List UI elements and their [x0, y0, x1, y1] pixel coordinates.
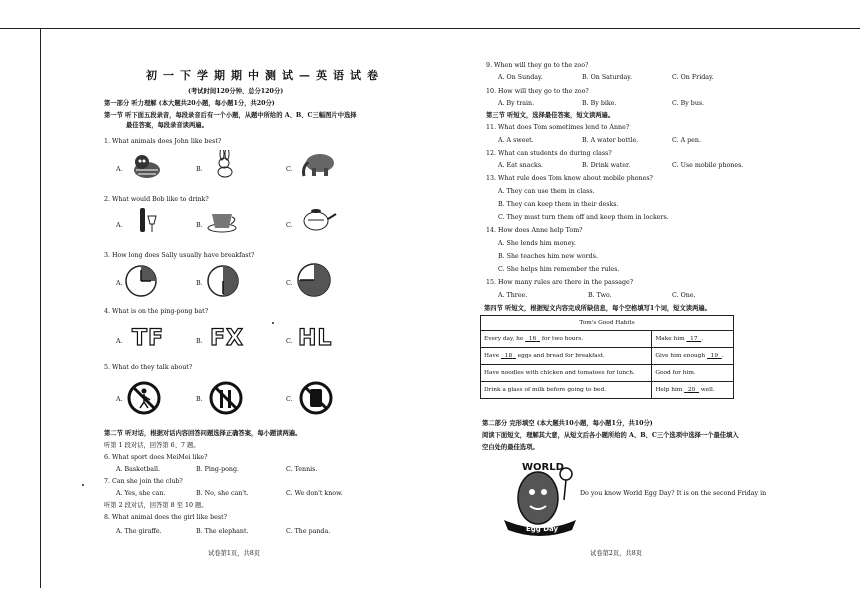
q5-option-c-label: C.: [286, 396, 293, 403]
table-cell: Make him 17 .: [652, 331, 734, 348]
table-cell: Every day, he 16 for two hours.: [481, 331, 652, 348]
exam-title: 初一下学期期中测试—英语试卷: [146, 69, 384, 82]
section1-instructions-cont: 最佳答案，每段录音读两遍。: [126, 122, 208, 129]
q1-option-c-label: C.: [286, 166, 293, 173]
q1-option-b-label: B.: [196, 166, 203, 173]
q11-option-b: B. A water bottle.: [582, 137, 639, 144]
logo-eggday-text: Egg Day: [526, 525, 559, 533]
q6-option-a: A. Basketball.: [116, 466, 161, 473]
question-10: 10. How will they go to the zoo?: [486, 88, 589, 95]
q6-option-c: C. Tennis.: [286, 466, 318, 473]
q7-option-b: B. No, she can't.: [196, 490, 249, 497]
q9-option-b: B. On Saturday.: [582, 74, 633, 81]
table-cell: Give him enough 19 .: [652, 348, 734, 365]
question-15: 15. How many rules are there in the passage?: [486, 279, 634, 286]
page-footer-2: 试卷第2页，共8页: [590, 550, 643, 557]
q2-option-a-label: A.: [116, 222, 123, 229]
q2-option-b-label: B.: [196, 222, 203, 229]
scan-frame-top: [0, 28, 860, 29]
q10-option-a: A. By train.: [498, 100, 535, 107]
q5-option-b-label: B.: [196, 396, 203, 403]
q10-option-c: C. By bus.: [672, 100, 705, 107]
part2-instructions-cont: 空白处的最佳选项。: [482, 444, 539, 451]
logo-world-text: WORLD: [522, 462, 564, 473]
table-cell: Have noodles with chicken and tomatoes for lunch.: [481, 365, 652, 382]
question-14: 14. How does Anne help Tom?: [486, 227, 583, 234]
question-1: 1. What animals does John like best?: [104, 138, 222, 145]
question-12: 12. What can students do during class?: [486, 150, 612, 157]
q1-option-a-label: A.: [116, 166, 123, 173]
tiger-picture: [130, 152, 164, 180]
q9-option-a: A. On Sunday.: [498, 74, 543, 81]
q11-option-a: A. A sweet.: [498, 137, 534, 144]
q3-option-a-label: A.: [116, 280, 123, 287]
q8-option-c: C. The panda.: [286, 528, 331, 535]
part2-heading: 第二部分 完形填空 (本大题共10小题，每小题1分，共10分): [482, 420, 653, 427]
table-row: [481, 348, 734, 365]
blank-20[interactable]: 20: [687, 387, 696, 393]
listen-dialogue-1: 听第 1 段对话，回答第 6、7 题。: [104, 442, 200, 449]
cloze-passage-start: Do you know World Egg Day? It is on the second Friday in: [580, 490, 767, 497]
coffee-cup-picture: [206, 206, 240, 234]
blank-16[interactable]: 16: [528, 336, 537, 342]
section4-instructions: 第四节 听短文，根据短文内容完成所缺信息，每个空格填写1个词，短文读两遍。: [484, 305, 711, 312]
question-8: 8. What animal does the girl like best?: [104, 514, 228, 521]
section1-instructions: 第一节 听下面五段录音，每段录音后有一个小题，从题中所给的 A、B、C三幅图片中选择: [104, 112, 357, 119]
q12-option-a: A. Eat snacks.: [498, 162, 544, 169]
q8-option-a: A. The giraffe.: [116, 528, 162, 535]
question-9: 9. When will they go to the zoo?: [486, 62, 589, 69]
q14-option-a: A. She lends him money.: [498, 240, 577, 247]
section2-instructions: 第二节 听对话，根据对话内容回答问题选择正确答案，每小题读两遍。: [104, 430, 302, 437]
q4-option-b-label: B.: [196, 338, 203, 345]
section3-instructions: 第三节 听短文，选择最佳答案，短文读两遍。: [486, 112, 615, 119]
q15-option-a: A. Three.: [498, 292, 528, 299]
question-13: 13. What rule does Tom know about mobile phones?: [486, 175, 653, 182]
bat-letters-a: TF: [132, 326, 165, 351]
table-row: [481, 382, 734, 399]
table-row: [481, 331, 734, 348]
q11-option-c: C. A pen.: [672, 137, 701, 144]
question-3: 3. How long does Sally usually have breakfast?: [104, 252, 255, 259]
q15-option-b: B. Two.: [588, 292, 612, 299]
part2-instructions: 阅读下面短文，理解其大意，从短文后各小题所给的 A、B、C三个选项中选择一个最佳填入: [482, 432, 739, 439]
q12-option-b: B. Drink water.: [582, 162, 631, 169]
q6-option-b: B. Ping-pong.: [196, 466, 240, 473]
table-cell: Good for him.: [652, 365, 734, 382]
exam-subtitle: (考试时间120分钟、总分120分): [188, 88, 284, 95]
blank-19[interactable]: 19: [710, 353, 719, 359]
no-phone-sign-icon: [298, 380, 334, 416]
question-2: 2. What would Bob like to drink?: [104, 196, 209, 203]
q3-option-b-label: B.: [196, 280, 203, 287]
question-6: 6. What sport does MeiMei like?: [104, 454, 208, 461]
question-5: 5. What do they talk about?: [104, 364, 193, 371]
scan-speck: [272, 322, 274, 324]
question-11: 11. What does Tom sometimes lend to Anne?: [486, 124, 630, 131]
bat-letters-c: HL: [298, 326, 333, 351]
table-cell: Drink a glass of milk before going to bed.: [481, 382, 652, 399]
habits-table: [480, 315, 734, 399]
q15-option-c: C. One.: [672, 292, 696, 299]
q13-option-c: C. They must turn them off and keep them in lockers.: [498, 214, 669, 221]
scan-frame-left: [40, 28, 41, 588]
teapot-picture: [298, 204, 338, 232]
table-cell: Have 18 eggs and bread for breakfast.: [481, 348, 652, 365]
part1-heading: 第一部分 听力理解 (本大题共20小题，每小题1分，共20分): [104, 100, 275, 107]
q12-option-c: C. Use mobile phones.: [672, 162, 744, 169]
clock-icon: [124, 264, 158, 298]
question-7: 7. Can she join the club?: [104, 478, 183, 485]
scan-speck: [82, 484, 84, 486]
q14-option-b: B. She teaches him new words.: [498, 253, 598, 260]
q9-option-c: C. On Friday.: [672, 74, 714, 81]
q5-option-a-label: A.: [116, 396, 123, 403]
listen-dialogue-2: 听第 2 段对话，回答第 8 至 10 题。: [104, 502, 208, 509]
blank-17[interactable]: 17: [690, 336, 698, 342]
q8-option-b: B. The elephant.: [196, 528, 249, 535]
rabbit-picture: [208, 150, 242, 178]
q4-option-a-label: A.: [116, 338, 123, 345]
q2-option-c-label: C.: [286, 222, 293, 229]
q7-option-c: C. We don't know.: [286, 490, 343, 497]
blank-18[interactable]: 18: [504, 353, 513, 359]
q10-option-b: B. By bike.: [582, 100, 617, 107]
table-cell: Help him 20 well.: [652, 382, 734, 399]
bat-letters-b: FX: [210, 326, 244, 351]
q3-option-c-label: C.: [286, 280, 293, 287]
page-footer-1: 试卷第1页，共8页: [208, 550, 261, 557]
wine-picture: [126, 206, 160, 234]
table-title: Tom's Good Habits: [481, 316, 734, 331]
q14-option-c: C. She helps him remember the rules.: [498, 266, 620, 273]
q4-option-c-label: C.: [286, 338, 293, 345]
clock-icon: [296, 262, 332, 298]
table-row: [481, 365, 734, 382]
elephant-picture: [300, 150, 340, 178]
world-egg-day-logo-icon: [500, 454, 580, 536]
no-climbing-sign-icon: [208, 380, 244, 416]
q7-option-a: A. Yes, she can.: [116, 490, 166, 497]
no-littering-sign-icon: [126, 380, 162, 416]
question-4: 4. What is on the ping-pong bat?: [104, 308, 209, 315]
q13-option-b: B. They can keep them in their desks.: [498, 201, 619, 208]
q13-option-a: A. They can use them in class.: [498, 188, 595, 195]
clock-icon: [206, 264, 240, 298]
